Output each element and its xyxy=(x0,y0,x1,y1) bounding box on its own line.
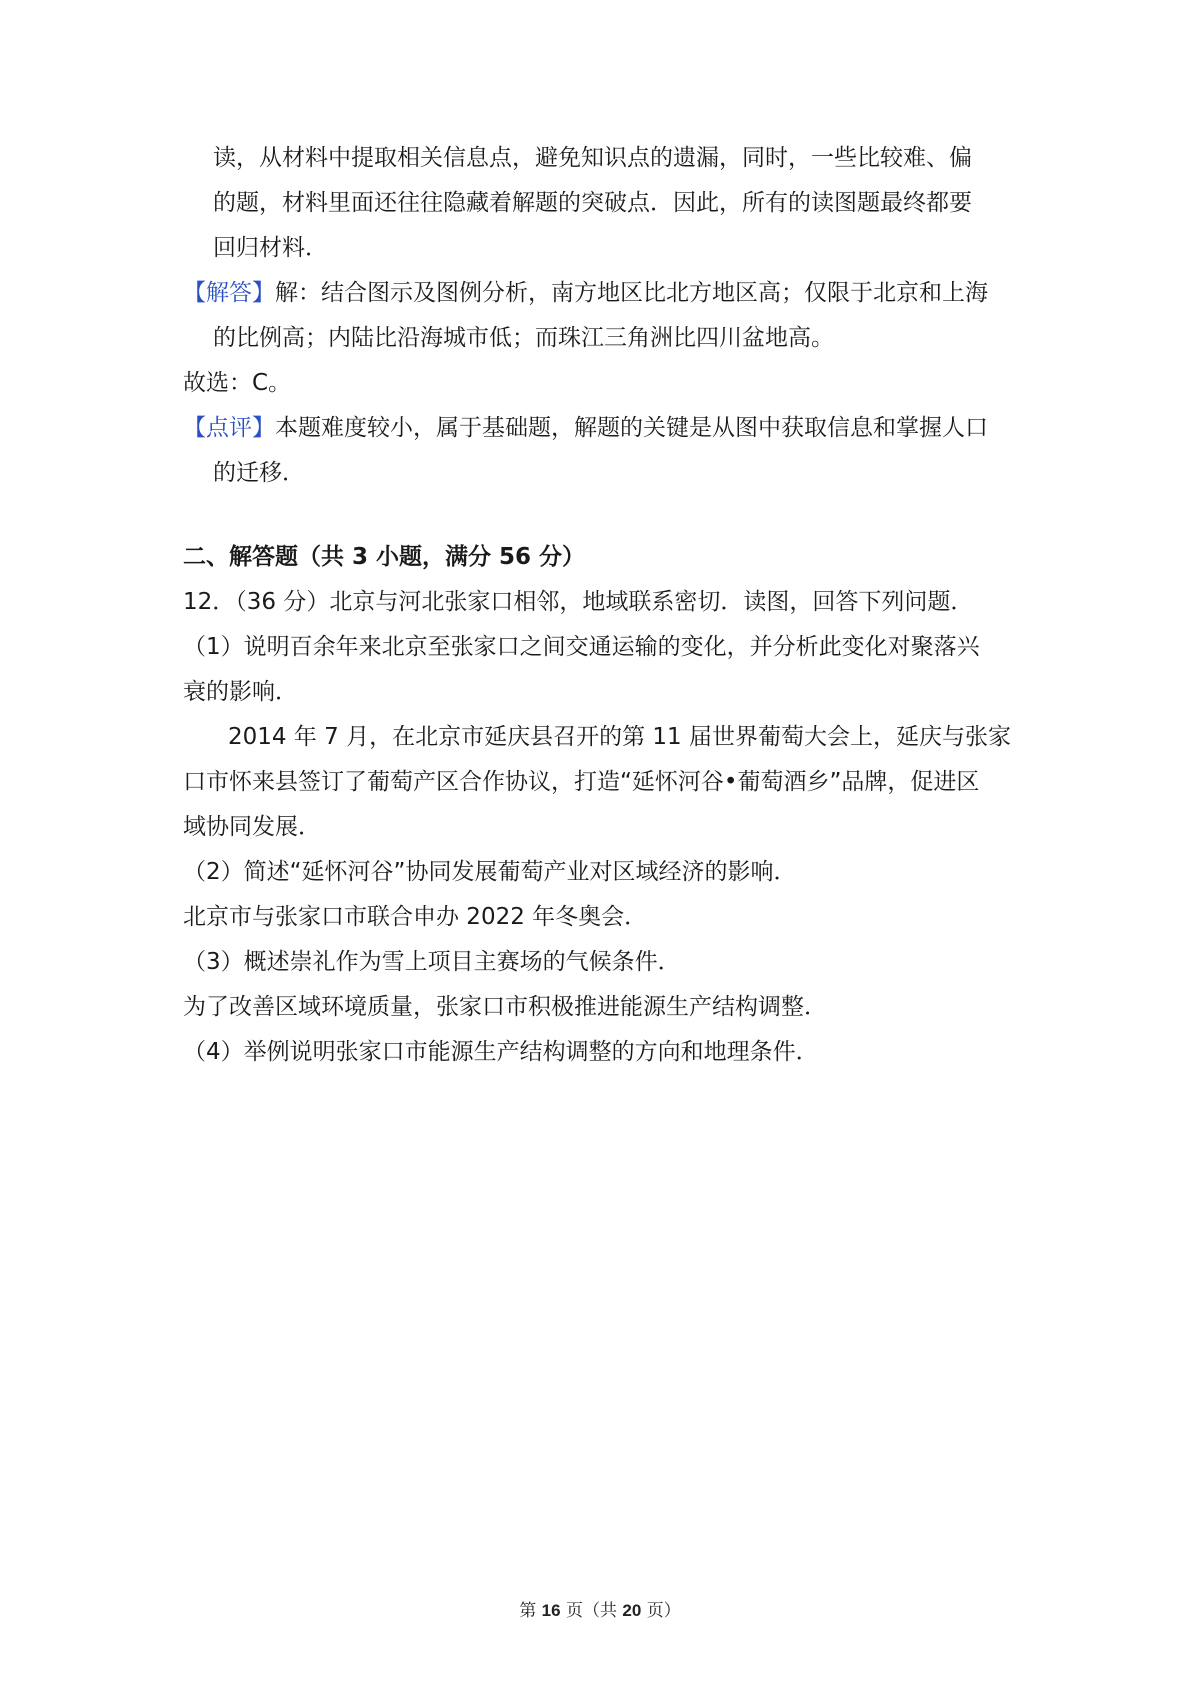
comment-line-1 xyxy=(183,412,1023,444)
footer-suffix: 页） xyxy=(641,1601,681,1621)
material-3: 为了改善区域环境质量，张家口市积极推进能源生产结构调整． xyxy=(183,994,827,1020)
comment-text-1: 本题难度较小，属于基础题，解题的关键是从图中获取信息和掌握人口 xyxy=(275,415,988,441)
comment-line-2: 的迁移． xyxy=(213,460,305,486)
material-1-line-2: 口市怀来县签订了葡萄产区合作协议，打造“延怀河谷•葡萄酒乡”品牌，促进区 xyxy=(183,769,980,795)
analysis-line-2: 的题，材料里面还往往隐藏着解题的突破点．因此，所有的读图题最终都要 xyxy=(213,190,972,216)
footer-total-pages: 20 xyxy=(622,1601,642,1620)
page-footer xyxy=(0,1596,1200,1621)
analysis-line-1: 读，从材料中提取相关信息点，避免知识点的遗漏，同时，一些比较难、偏 xyxy=(213,145,972,171)
question-12-part-4: （4）举例说明张家口市能源生产结构调整的方向和地理条件． xyxy=(183,1039,819,1065)
answer-line-1 xyxy=(183,277,1023,309)
answer-tag: 【解答】 xyxy=(183,280,275,306)
question-12-part-2: （2）简述“延怀河谷”协同发展葡萄产业对区域经济的影响． xyxy=(183,859,797,885)
question-12-part-1-line-2: 衰的影响． xyxy=(183,679,298,705)
material-1-line-3: 域协同发展． xyxy=(183,814,321,840)
answer-line-2: 的比例高；内陆比沿海城市低；而珠江三角洲比四川盆地高。 xyxy=(213,325,834,351)
comment-tag: 【点评】 xyxy=(183,415,275,441)
material-2: 北京市与张家口市联合申办 2022 年冬奥会． xyxy=(183,904,648,930)
section-title: 二、解答题（共 3 小题，满分 56 分） xyxy=(183,544,586,570)
footer-middle: 页（共 xyxy=(560,1601,623,1621)
footer-prefix: 第 xyxy=(519,1601,542,1621)
choice-line: 故选：C。 xyxy=(183,370,292,396)
analysis-line-3: 回归材料． xyxy=(213,235,328,261)
question-12-part-3: （3）概述崇礼作为雪上项目主赛场的气候条件． xyxy=(183,949,681,975)
question-12-stem: 12．（36 分）北京与河北张家口相邻，地域联系密切．读图，回答下列问题． xyxy=(183,589,974,615)
footer-page-number: 16 xyxy=(541,1601,561,1620)
question-12-part-1-line-1: （1）说明百余年来北京至张家口之间交通运输的变化，并分析此变化对聚落兴 xyxy=(183,634,980,660)
answer-text-1: 解：结合图示及图例分析，南方地区比北方地区高；仅限于北京和上海 xyxy=(275,280,988,306)
material-1-line-1: 2014 年 7 月，在北京市延庆县召开的第 11 届世界葡萄大会上，延庆与张家 xyxy=(228,724,1011,750)
